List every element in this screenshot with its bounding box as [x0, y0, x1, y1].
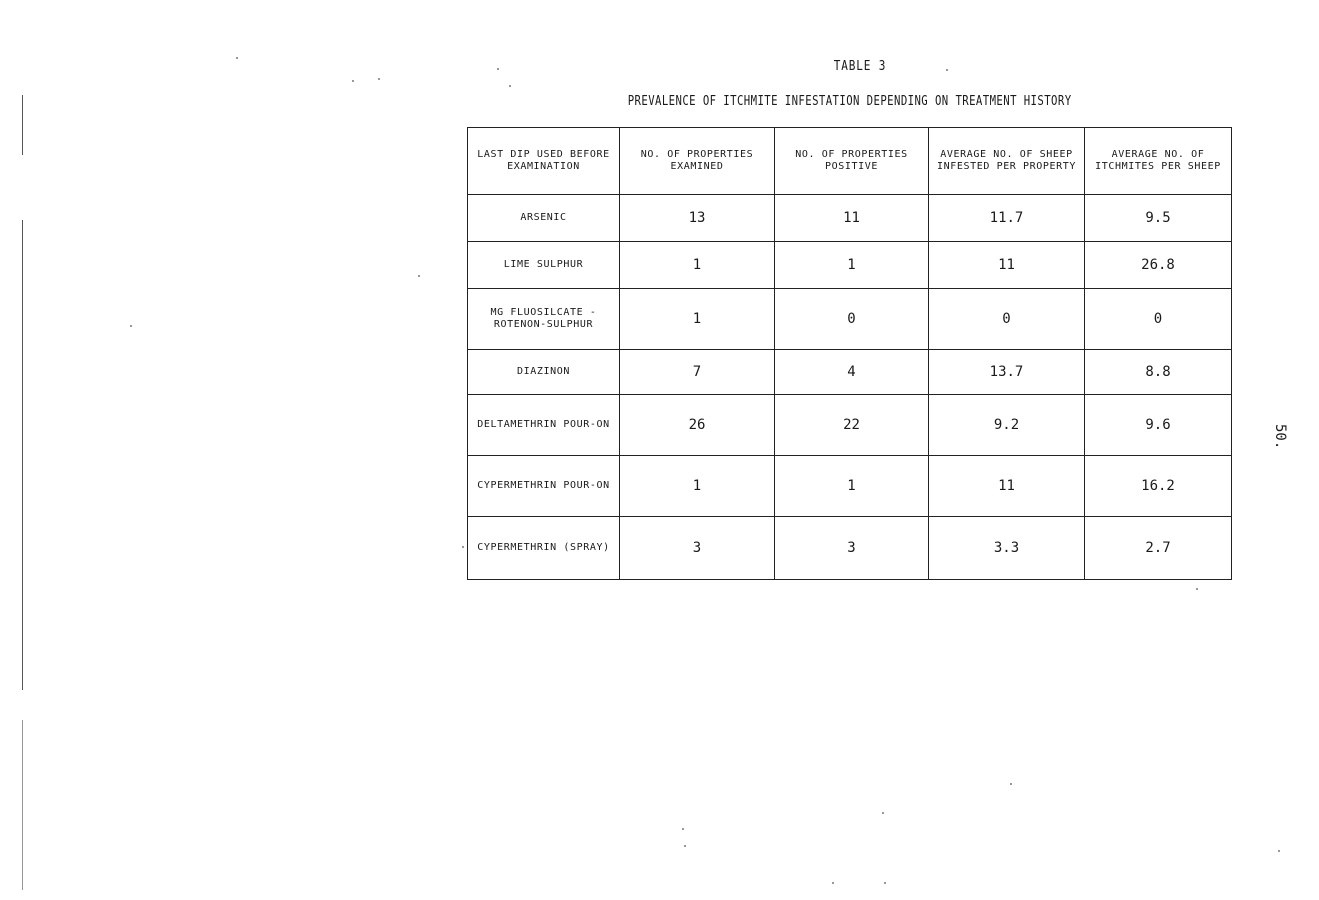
column-header-label: NO. OF PROPERTIES POSITIVE	[795, 149, 908, 172]
table-row	[468, 350, 1232, 395]
examined-cell: 7	[620, 350, 775, 395]
avg-mites-cell: 2.7	[1085, 517, 1232, 580]
column-header-label: AVERAGE NO. OF SHEEP INFESTED PER PROPERTY	[936, 149, 1077, 172]
table-row	[468, 195, 1232, 242]
scan-speck	[946, 69, 948, 71]
treatment-cell	[468, 195, 620, 242]
scan-speck	[462, 546, 464, 548]
avg-mites-cell: 16.2	[1085, 456, 1232, 517]
avg-sheep-cell: 9.2	[929, 395, 1085, 456]
column-header-label: NO. OF PROPERTIES EXAMINED	[640, 149, 754, 172]
treatment-cell	[468, 242, 620, 289]
infestation-table	[467, 127, 1232, 580]
margin-rule	[22, 95, 23, 155]
avg-sheep-cell: 11	[929, 456, 1085, 517]
avg-sheep-cell: 13.7	[929, 350, 1085, 395]
examined-cell: 13	[620, 195, 775, 242]
avg-sheep-cell: 11	[929, 242, 1085, 289]
treatment-cell	[468, 456, 620, 517]
scan-speck	[418, 275, 420, 277]
avg-sheep-cell: 11.7	[929, 195, 1085, 242]
table-row	[468, 395, 1232, 456]
scan-speck	[497, 68, 499, 70]
table-row	[468, 456, 1232, 517]
treatment-cell	[468, 350, 620, 395]
scan-speck	[1278, 850, 1280, 852]
scan-speck	[684, 845, 686, 847]
examined-cell: 1	[620, 456, 775, 517]
table-row	[468, 242, 1232, 289]
scan-speck	[1196, 588, 1198, 590]
treatment-cell	[468, 289, 620, 350]
avg-mites-cell: 9.6	[1085, 395, 1232, 456]
positive-cell: 11	[775, 195, 929, 242]
table-header-row	[468, 128, 1232, 195]
scan-speck	[352, 80, 354, 82]
column-header-properties-examined	[620, 128, 775, 195]
table-number: TABLE 3	[833, 59, 887, 74]
avg-mites-cell: 8.8	[1085, 350, 1232, 395]
scan-speck	[130, 325, 132, 327]
table-row	[468, 289, 1232, 350]
treatment-cell	[468, 395, 620, 456]
treatment-label: CYPERMETHRIN (SPRAY)	[477, 542, 610, 553]
avg-mites-cell: 9.5	[1085, 195, 1232, 242]
positive-cell: 22	[775, 395, 929, 456]
scan-speck	[236, 57, 238, 59]
column-header-last-dip	[468, 128, 620, 195]
examined-cell: 1	[620, 289, 775, 350]
scan-speck	[884, 882, 886, 884]
examined-cell: 1	[620, 242, 775, 289]
examined-cell: 3	[620, 517, 775, 580]
positive-cell: 1	[775, 242, 929, 289]
positive-cell: 0	[775, 289, 929, 350]
treatment-label: DELTAMETHRIN POUR-ON	[477, 419, 610, 430]
avg-sheep-cell: 3.3	[929, 517, 1085, 580]
column-header-label: AVERAGE NO. OF ITCHMITES PER SHEEP	[1095, 149, 1221, 172]
column-header-avg-itchmites	[1085, 128, 1232, 195]
positive-cell: 1	[775, 456, 929, 517]
positive-cell: 4	[775, 350, 929, 395]
column-header-avg-sheep-infested	[929, 128, 1085, 195]
avg-sheep-cell: 0	[929, 289, 1085, 350]
column-header-label: LAST DIP USED BEFORE EXAMINATION	[477, 149, 610, 172]
treatment-label: CYPERMETHRIN POUR-ON	[477, 480, 610, 491]
page-number: 50.	[1272, 424, 1288, 450]
positive-cell: 3	[775, 517, 929, 580]
treatment-label: LIME SULPHUR	[503, 259, 584, 270]
scan-speck	[882, 812, 884, 814]
examined-cell: 26	[620, 395, 775, 456]
treatment-label: MG FLUOSILCATE - ROTENON-SULPHUR	[490, 307, 597, 330]
scan-speck	[378, 78, 380, 80]
treatment-label: DIAZINON	[517, 366, 570, 377]
scan-speck	[832, 882, 834, 884]
avg-mites-cell: 0	[1085, 289, 1232, 350]
scan-speck	[1010, 783, 1012, 785]
treatment-label: ARSENIC	[520, 212, 567, 223]
margin-rule	[22, 220, 23, 690]
margin-rule	[22, 720, 23, 890]
avg-mites-cell: 26.8	[1085, 242, 1232, 289]
table-row	[468, 517, 1232, 580]
column-header-properties-positive	[775, 128, 929, 195]
table-caption-text: PREVALENCE OF ITCHMITE INFESTATION DEPENDING ON TREATMENT HISTORY	[628, 94, 1072, 109]
treatment-cell	[468, 517, 620, 580]
scan-speck	[509, 85, 511, 87]
scan-speck	[682, 828, 684, 830]
table-caption	[560, 94, 1140, 109]
